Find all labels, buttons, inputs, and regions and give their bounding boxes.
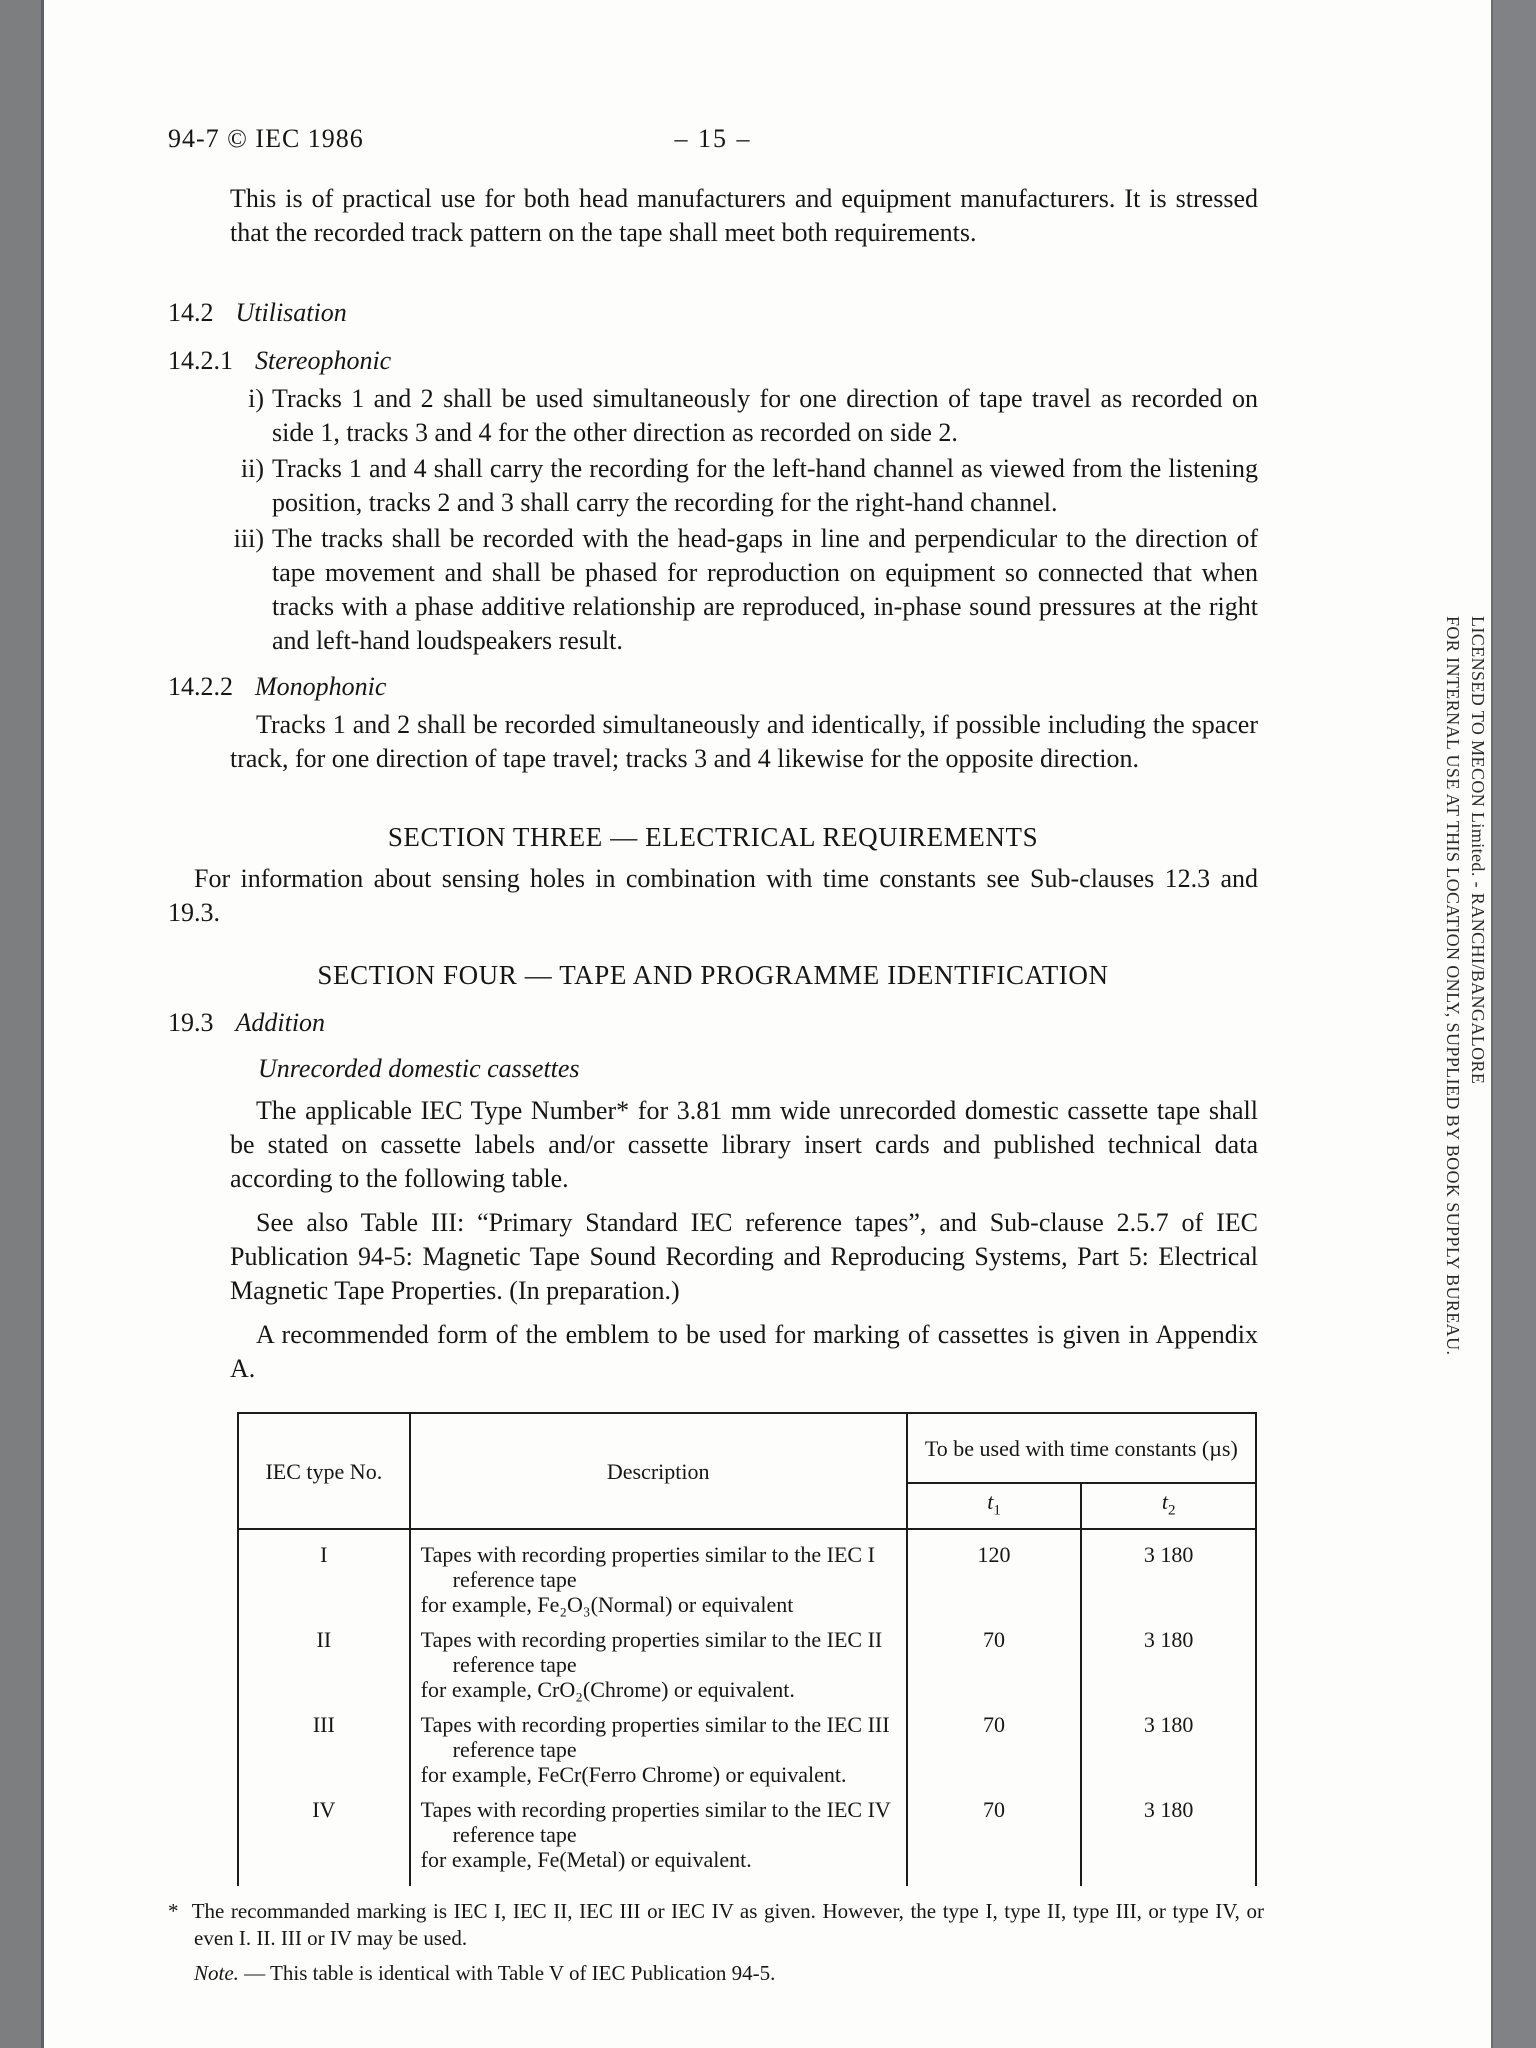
clause-title: Utilisation bbox=[235, 298, 347, 327]
footnote-text: The recommanded marking is IEC I, IEC II, IEC III or IEC IV as given. However, the type I, type II, type III, or type IV, or even I. II. III or IV may be used. bbox=[191, 1899, 1265, 1950]
addition-paragraph-1: The applicable IEC Type Number* for 3.81 mm wide unrecorded domestic cassette tape shall be stated on cassette labels and/or cassette library insert cards and published technical data according to the following table. bbox=[230, 1096, 1258, 1193]
cell-t1-value: 70 bbox=[907, 1706, 1082, 1791]
table-footnote bbox=[168, 1898, 1264, 1952]
clause-title: Stereophonic bbox=[255, 346, 392, 375]
license-line-2: FOR INTERNAL USE AT THIS LOCATION ONLY, SUPPLIED BY BOOK SUPPLY BUREAU. bbox=[1443, 616, 1463, 1356]
item-text: Tracks 1 and 2 shall be used simultaneously for one direction of tape travel as recorded on side 1, tracks 3 and 4 for the other direction as recorded on side 2. bbox=[272, 384, 1258, 447]
cell-description bbox=[410, 1791, 907, 1886]
item-label: iii) bbox=[233, 524, 264, 553]
description-line: reference tape bbox=[452, 1652, 577, 1677]
column-header-iec-type: IEC type No. bbox=[238, 1413, 410, 1529]
column-header-t2: $t_2$ bbox=[1081, 1483, 1256, 1529]
clause-14-2-1-heading bbox=[168, 344, 1258, 378]
column-header-description: Description bbox=[410, 1413, 907, 1529]
scan-gutter-right bbox=[1491, 0, 1536, 2048]
list-item bbox=[168, 452, 1258, 520]
cell-t2-value: 3 180 bbox=[1081, 1529, 1256, 1621]
iec-tape-type-table bbox=[237, 1412, 1257, 1886]
description-line: Tapes with recording properties similar to the IEC III bbox=[420, 1712, 890, 1737]
addition-paragraph-2: See also Table III: “Primary Standard IEC reference tapes”, and Sub-clause 2.5.7 of IEC Publication 94-5: Magnetic Tape Sound Recording and Reproducing Systems, Part 5: Electrical Magnetic Tape Properties. (In preparation.) bbox=[230, 1208, 1258, 1305]
cell-t1-value: 70 bbox=[907, 1791, 1082, 1886]
scan-gutter-left bbox=[0, 0, 44, 2048]
clause-19-3-subtitle: Unrecorded domestic cassettes bbox=[258, 1054, 580, 1083]
section-four-heading: SECTION FOUR — TAPE AND PROGRAMME IDENTIFICATION bbox=[317, 960, 1109, 990]
section-three-paragraph: For information about sensing holes in combination with time constants see Sub-clauses 12.3 and 19.3. bbox=[168, 864, 1258, 927]
section-three-heading: SECTION THREE — ELECTRICAL REQUIREMENTS bbox=[387, 822, 1039, 852]
cell-t2-value: 3 180 bbox=[1081, 1706, 1256, 1791]
clause-number: 14.2 bbox=[168, 298, 214, 327]
cell-description bbox=[410, 1621, 907, 1706]
description-line: reference tape bbox=[452, 1822, 577, 1847]
list-item bbox=[168, 382, 1258, 450]
page-header bbox=[168, 122, 1258, 156]
table-row bbox=[238, 1621, 1256, 1706]
item-text: Tracks 1 and 4 shall carry the recording for the left-hand channel as viewed from the listening position, tracks 2 and 3 shall carry the recording for the right-hand channel. bbox=[272, 454, 1258, 517]
description-line: Tapes with recording properties similar to the IEC IV bbox=[420, 1797, 891, 1822]
clause-number: 19.3 bbox=[168, 1008, 214, 1037]
clause-number: 14.2.2 bbox=[168, 672, 233, 701]
cell-iec-type: III bbox=[238, 1706, 410, 1791]
description-line: for example, CrO₂(Chrome) or equivalent. bbox=[420, 1677, 795, 1702]
table-row bbox=[238, 1706, 1256, 1791]
description-line: Tapes with recording properties similar to the IEC I bbox=[420, 1542, 875, 1567]
table-row bbox=[238, 1529, 1256, 1621]
clause-14-2-2-heading bbox=[168, 670, 1258, 704]
column-header-t1: $t_1$ bbox=[907, 1483, 1082, 1529]
note-text: — This table is identical with Table V of IEC Publication 94-5. bbox=[244, 1961, 776, 1985]
cell-description bbox=[410, 1706, 907, 1791]
clause-number: 14.2.1 bbox=[168, 346, 233, 375]
page-number: – 15 – bbox=[674, 124, 752, 153]
cell-description bbox=[410, 1529, 907, 1621]
footnote-marker: * bbox=[168, 1899, 179, 1923]
page-content bbox=[168, 0, 1265, 1987]
column-header-time-constants: To be used with time constants (µs) bbox=[907, 1413, 1256, 1483]
cell-iec-type: I bbox=[238, 1529, 410, 1621]
cell-t2-value: 3 180 bbox=[1081, 1621, 1256, 1706]
clause-14-2-heading bbox=[168, 296, 1258, 330]
license-line-1: LICENSED TO MECON Limited. - RANCHI/BANGALORE bbox=[1468, 616, 1488, 1085]
table-note bbox=[194, 1960, 1258, 1987]
description-line: for example, Fe₂O₃(Normal) or equivalent bbox=[420, 1592, 794, 1617]
clause-title: Addition bbox=[235, 1008, 326, 1037]
addition-paragraph-3: A recommended form of the emblem to be used for marking of cassettes is given in Appendix A. bbox=[230, 1320, 1258, 1383]
cell-iec-type: IV bbox=[238, 1791, 410, 1886]
table-header bbox=[238, 1413, 1256, 1529]
monophonic-paragraph: Tracks 1 and 2 shall be recorded simultaneously and identically, if possible including the spacer track, for one direction of tape travel; tracks 3 and 4 likewise for the opposite direction. bbox=[230, 710, 1258, 773]
cell-iec-type: II bbox=[238, 1621, 410, 1706]
cell-t2-value: 3 180 bbox=[1081, 1791, 1256, 1886]
description-line: reference tape bbox=[452, 1737, 577, 1762]
item-text: The tracks shall be recorded with the head-gaps in line and perpendicular to the direction of tape movement and shall be phased for reproduction on equipment so connected that when tracks with a phase additive relationship are reproduced, in-phase sound pressures at the right and left-hand loudspeakers result. bbox=[272, 524, 1258, 655]
clause-19-3-heading bbox=[168, 1006, 1258, 1040]
stereophonic-item-list bbox=[168, 382, 1258, 658]
cell-t1-value: 70 bbox=[907, 1621, 1082, 1706]
table-row bbox=[238, 1791, 1256, 1886]
clause-title: Monophonic bbox=[255, 672, 387, 701]
description-line: Tapes with recording properties similar to the IEC II bbox=[420, 1627, 883, 1652]
description-line: reference tape bbox=[452, 1567, 577, 1592]
license-watermark bbox=[1438, 616, 1490, 1476]
description-line: for example, Fe(Metal) or equivalent. bbox=[420, 1847, 752, 1872]
list-item bbox=[168, 522, 1258, 658]
item-label: i) bbox=[248, 384, 264, 413]
item-label: ii) bbox=[240, 454, 264, 483]
description-line: for example, FeCr(Ferro Chrome) or equivalent. bbox=[420, 1762, 847, 1787]
cell-t1-value: 120 bbox=[907, 1529, 1082, 1621]
publication-id: 94-7 © IEC 1986 bbox=[168, 124, 364, 153]
note-label: Note. bbox=[194, 1961, 239, 1985]
intro-paragraph: This is of practical use for both head manufacturers and equipment manufacturers. It is stressed that the recorded track pattern on the tape shall meet both requirements. bbox=[230, 184, 1258, 247]
